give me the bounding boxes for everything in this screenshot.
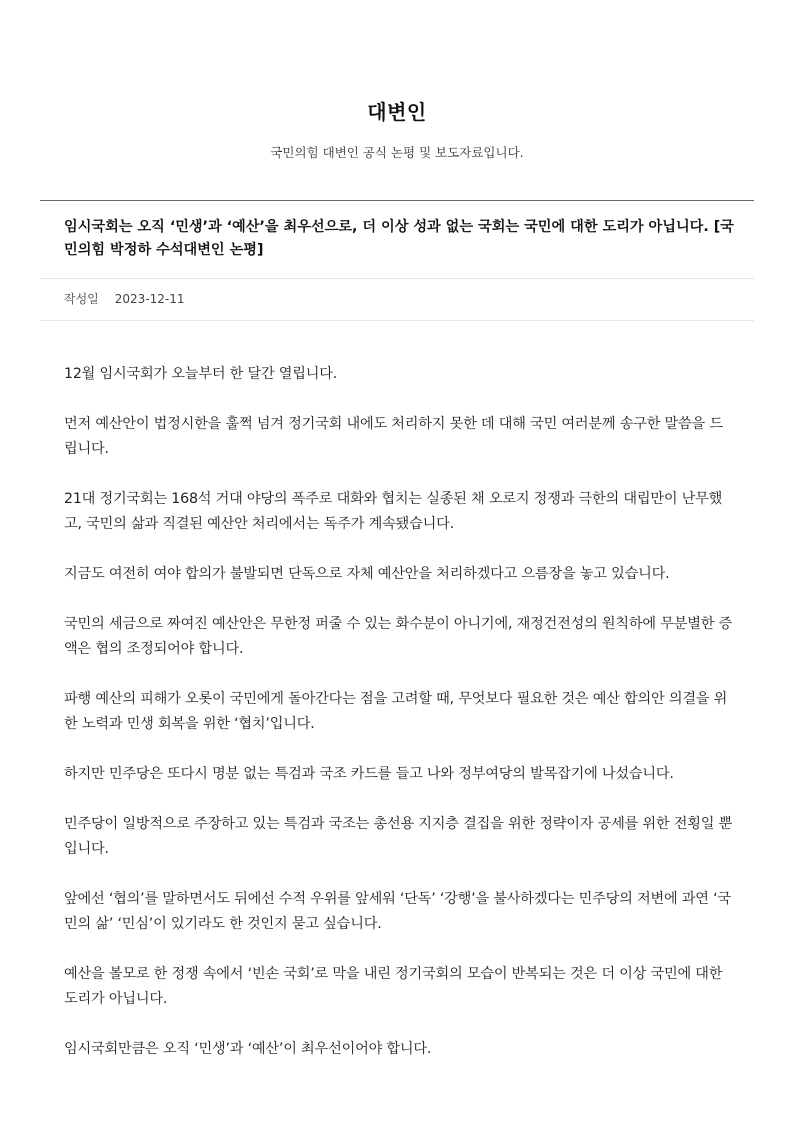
article-body (64, 362, 734, 1087)
paragraph: 국민의 세금으로 짜여진 예산안은 무한정 퍼줄 수 있는 화수분이 아니기에, 재정건전성의 원칙하에 무분별한 증액은 협의 조정되어야 합니다. (64, 616, 733, 657)
page-header (0, 0, 794, 161)
header-divider (40, 200, 754, 201)
paragraph: 파행 예산의 피해가 오롯이 국민에게 돌아간다는 점을 고려할 때, 무엇보다 필요한 것은 예산 합의안 의결을 위한 노력과 민생 회복을 위한 ‘협치’입니다. (64, 691, 728, 732)
date-label: 작성일 (64, 292, 99, 306)
meta-divider (40, 320, 754, 321)
paragraph: 먼저 예산안이 법정시한을 훌쩍 넘겨 정기국회 내에도 처리하지 못한 데 대해 국민 여러분께 송구한 말씀을 드립니다. (64, 416, 723, 457)
paragraph: 21대 정기국회는 168석 거대 야당의 폭주로 대화와 협치는 실종된 채 오로지 정쟁과 극한의 대립만이 난무했고, 국민의 삶과 직결된 예산안 처리에서는 독주가 계속됐습니다. (64, 491, 723, 532)
article-meta (64, 291, 185, 307)
paragraph: 민주당이 일방적으로 주장하고 있는 특검과 국조는 총선용 지지층 결집을 위한 정략이자 공세를 위한 전횡일 뿐입니다. (64, 816, 733, 857)
article-title: 임시국회는 오직 ‘민생’과 ‘예산’을 최우선으로, 더 이상 성과 없는 국회는 국민에 대한 도리가 아닙니다. [국민의힘 박정하 수석대변인 논평] (64, 219, 734, 258)
paragraph: 앞에선 ‘협의’를 말하면서도 뒤에선 수적 우위를 앞세워 ‘단독’ ‘강행’을 불사하겠다는 민주당의 저변에 과연 ‘국민의 삶’ ‘민심’이 있기라도 한 것인지 묻고 싶습니다. (64, 891, 731, 932)
paragraph: 예산을 볼모로 한 정쟁 속에서 ‘빈손 국회’로 막을 내린 정기국회의 모습이 반복되는 것은 더 이상 국민에 대한 도리가 아닙니다. (64, 966, 723, 1007)
site-description: 국민의힘 대변인 공식 논평 및 보도자료입니다. (270, 145, 524, 160)
publish-date: 2023-12-11 (114, 292, 185, 306)
title-divider (40, 278, 754, 279)
paragraph: 지금도 여전히 여야 합의가 불발되면 단독으로 자체 예산안을 처리하겠다고 으름장을 놓고 있습니다. (64, 566, 670, 582)
site-title: 대변인 (367, 100, 427, 124)
paragraph: 하지만 민주당은 또다시 명분 없는 특검과 국조 카드를 들고 나와 정부여당의 발목잡기에 나섰습니다. (64, 766, 674, 782)
paragraph: 12월 임시국회가 오늘부터 한 달간 열립니다. (64, 366, 338, 382)
paragraph: 임시국회만큼은 오직 ‘민생’과 ‘예산’이 최우선이어야 합니다. (64, 1041, 432, 1057)
